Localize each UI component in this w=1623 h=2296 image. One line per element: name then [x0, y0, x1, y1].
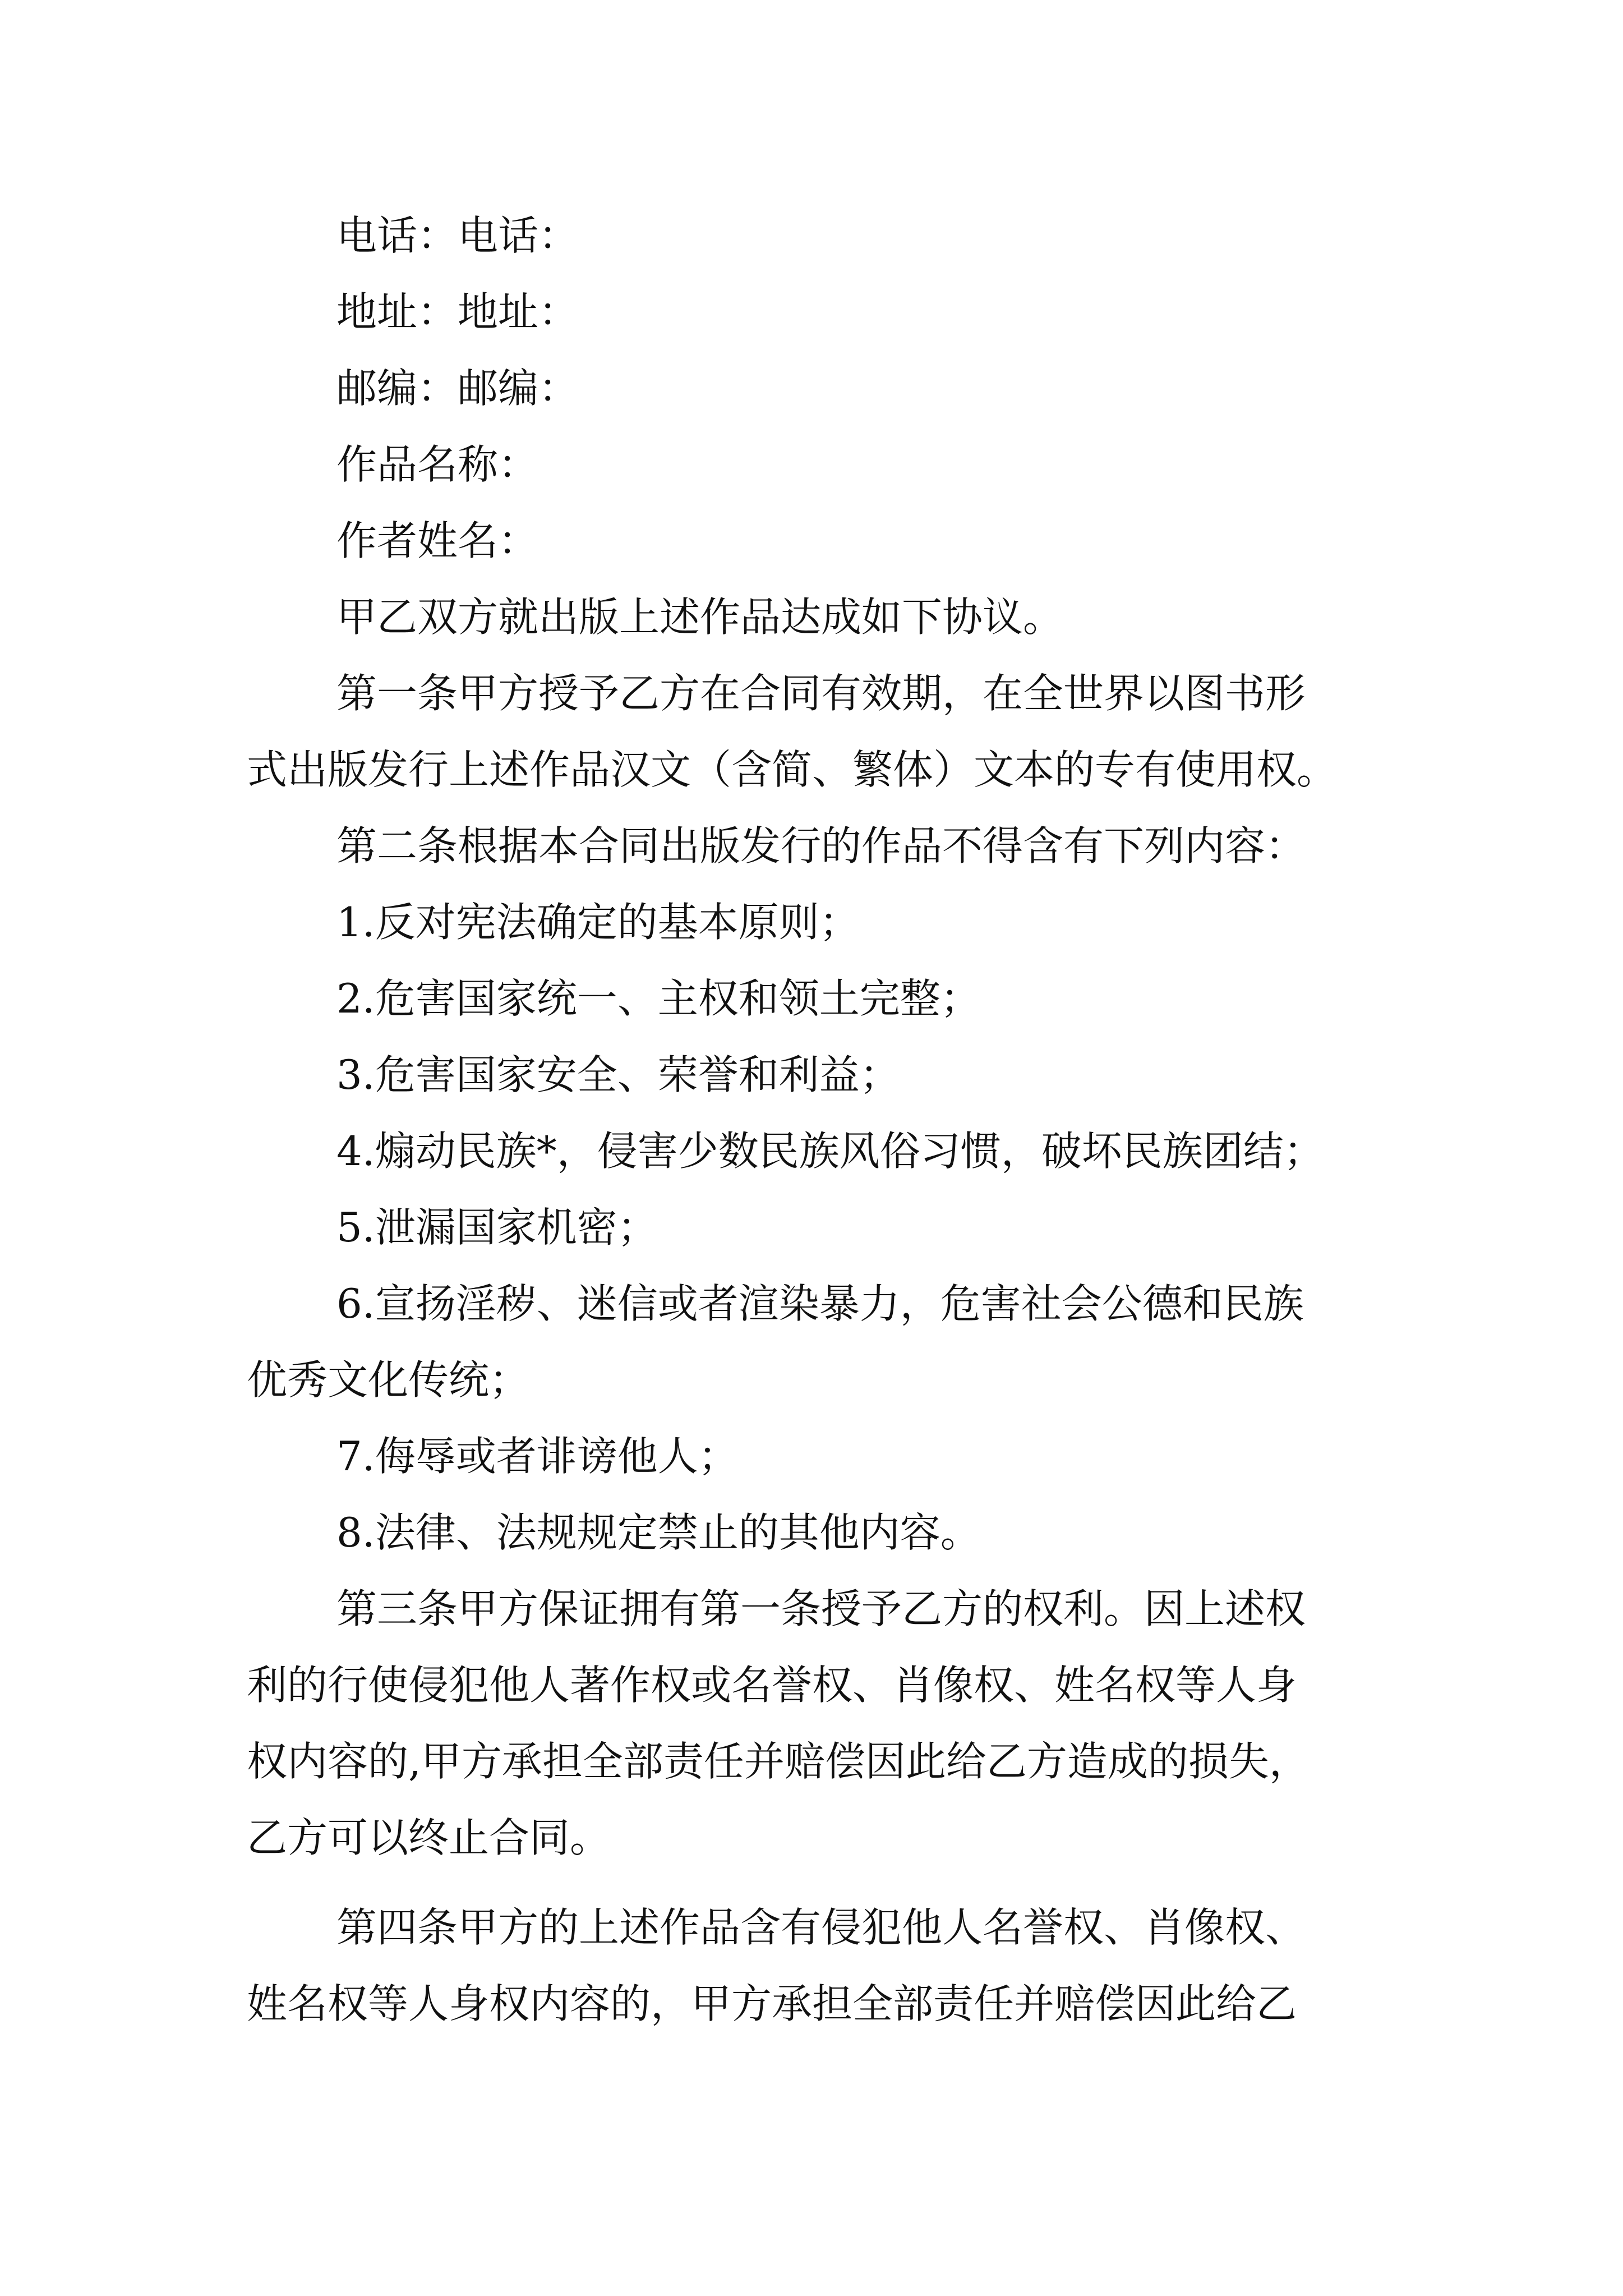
- article-3-line-1: 第三条甲方保证拥有第一条授予乙方的权利。因上述权: [336, 1585, 1306, 1632]
- list-item-1: 1.反对宪法确定的基本原则；: [336, 899, 860, 946]
- list-item-8: 8.法律、法规规定禁止的其他内容。: [336, 1509, 981, 1556]
- article-1-line-2: 式出版发行上述作品汉文（含简、繁体）文本的专有使用权。: [247, 746, 1338, 793]
- article-1-line-1: 第一条甲方授予乙方在合同有效期，在全世界以图书形: [336, 670, 1306, 717]
- address-line: 地址：地址：: [336, 288, 579, 335]
- article-3-line-3: 权内容的,甲方承担全部责任并赔偿因此给乙方造成的损失，: [247, 1738, 1310, 1785]
- article-4-line-2: 姓名权等人身权内容的，甲方承担全部责任并赔偿因此给乙: [247, 1980, 1297, 2027]
- list-item-6-line-2: 优秀文化传统；: [247, 1356, 530, 1404]
- phone-line: 电话：电话：: [336, 212, 579, 259]
- list-item-3: 3.危害国家安全、荣誉和利益；: [336, 1051, 900, 1098]
- article-2-heading: 第二条根据本合同出版发行的作品不得含有下列内容：: [336, 822, 1306, 869]
- agreement-intro: 甲乙双方就出版上述作品达成如下协议。: [336, 593, 1064, 641]
- work-title-line: 作品名称：: [336, 441, 539, 488]
- list-item-6-line-1: 6.宣扬淫秽、迷信或者渲染暴力，危害社会公德和民族: [336, 1280, 1304, 1327]
- postcode-line: 邮编：邮编：: [336, 365, 579, 412]
- list-item-5: 5.泄漏国家机密；: [336, 1204, 658, 1251]
- article-3-line-2: 利的行使侵犯他人著作权或名誉权、肖像权、姓名权等人身: [247, 1662, 1297, 1709]
- list-item-7: 7.侮辱或者诽谤他人；: [336, 1433, 739, 1480]
- list-item-4: 4.煽动民族*，侵害少数民族风俗习惯，破坏民族团结；: [336, 1128, 1324, 1175]
- list-item-2: 2.危害国家统一、主权和领土完整；: [336, 975, 981, 1022]
- article-3-line-4: 乙方可以终止合同。: [247, 1814, 611, 1861]
- article-4-line-1: 第四条甲方的上述作品含有侵犯他人名誉权、肖像权、: [336, 1904, 1306, 1951]
- document-body: [247, 197, 1380, 2042]
- author-name-line: 作者姓名：: [336, 517, 539, 564]
